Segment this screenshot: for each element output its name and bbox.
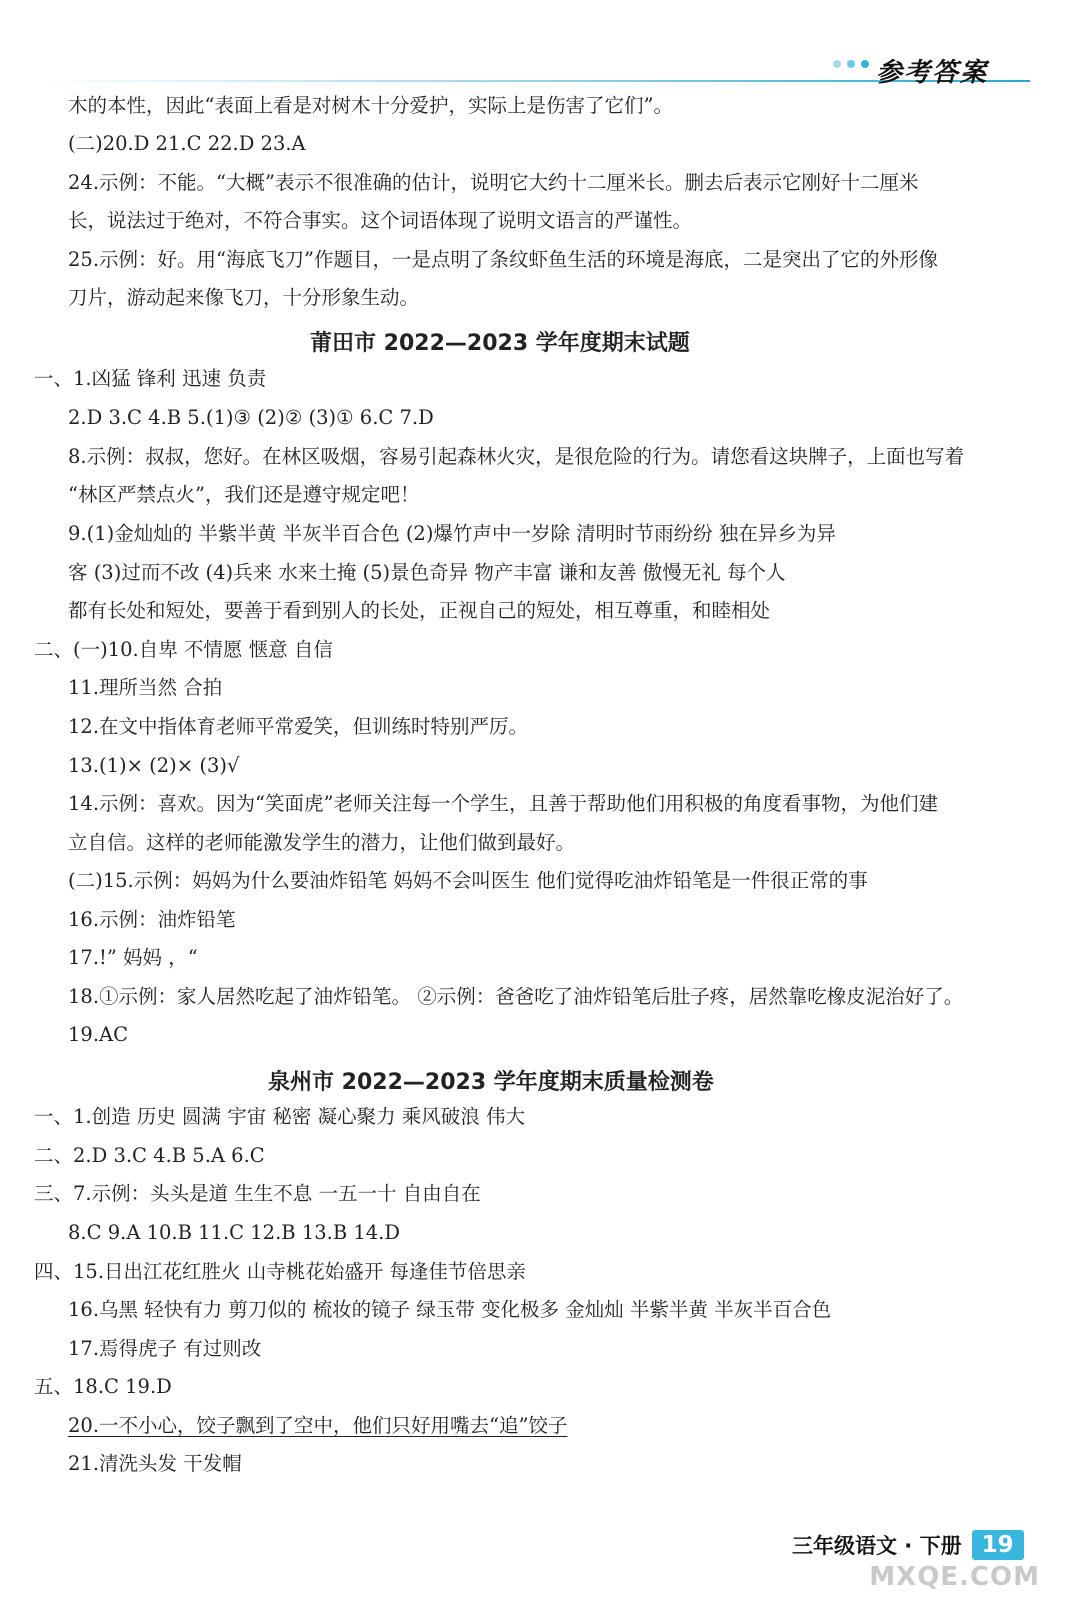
- text-line: 三、7.示例：头头是道 生生不息 一五一十 自由自在: [34, 1182, 481, 1205]
- text-line: 24.示例：不能。“大概”表示不很准确的估计，说明它大约十二厘米长。删去后表示它刚好十二厘米: [68, 171, 919, 194]
- page-header-title: 参考答案: [876, 58, 989, 88]
- text-line: 19.AC: [68, 1023, 129, 1046]
- text-line: 12.在文中指体育老师平常爱笑，但训练时特别严厉。: [68, 715, 529, 738]
- text-line: 二、2.D 3.C 4.B 5.A 6.C: [34, 1144, 265, 1167]
- page-number: 19: [972, 1530, 1024, 1560]
- text-line: 18.①示例：家人居然吃起了油炸铅笔。 ②示例：爸爸吃了油炸铅笔后肚子疼，居然靠吃橡皮泥治好了。: [68, 985, 964, 1008]
- text-line: 25.示例：好。用“海底飞刀”作题目，一是点明了条纹虾鱼生活的环境是海底，二是突出了它的外形像: [68, 248, 938, 271]
- text-line: 五、18.C 19.D: [34, 1375, 172, 1398]
- text-line: 四、15.日出江花红胜火 山寺桃花始盛开 每逢佳节倍思亲: [34, 1260, 526, 1283]
- text-line-underlined: 20.一不小心，饺子飘到了空中，他们只好用嘴去“追”饺子: [68, 1414, 568, 1437]
- text-line: 8.C 9.A 10.B 11.C 12.B 13.B 14.D: [68, 1221, 401, 1244]
- text-line: 17.焉得虎子 有过则改: [68, 1337, 262, 1360]
- text-line: (二)15.示例：妈妈为什么要油炸铅笔 妈妈不会叫医生 他们觉得吃油炸铅笔是一件很正常的事: [68, 869, 868, 892]
- text-line: 8.示例：叔叔，您好。在林区吸烟，容易引起森林火灾，是很危险的行为。请您看这块牌子，上面也写着: [68, 445, 965, 468]
- text-line: 刀片，游动起来像飞刀，十分形象生动。: [68, 286, 420, 309]
- text-line: 16.乌黑 轻快有力 剪刀似的 梳妆的镜子 绿玉带 变化极多 金灿灿 半紫半黄 半灰半百合色: [68, 1298, 832, 1321]
- section-title: 泉州市 2022—2023 学年度期末质量检测卷: [268, 1070, 714, 1095]
- text-line: 长，说法过于绝对，不符合事实。这个词语体现了说明文语言的严谨性。: [68, 209, 693, 232]
- text-line: 17.!” 妈妈 ，“: [68, 946, 198, 969]
- text-line: 一、1.创造 历史 圆满 宇宙 秘密 凝心聚力 乘风破浪 伟大: [34, 1105, 525, 1128]
- book-label: 三年级语文 · 下册: [792, 1534, 962, 1558]
- watermark: MXQE.COM: [869, 1562, 1040, 1592]
- text-line: 立自信。这样的老师能激发学生的潜力，让他们做到最好。: [68, 831, 576, 854]
- text-line: 16.示例：油炸铅笔: [68, 908, 236, 931]
- text-line: 木的本性，因此“表面上看是对树木十分爱护，实际上是伤害了它们”。: [68, 94, 673, 117]
- page-footer: [792, 1530, 1024, 1560]
- text-line: 9.(1)金灿灿的 半紫半黄 半灰半百合色 (2)爆竹声中一岁除 清明时节雨纷纷 独在异乡为异: [68, 522, 836, 545]
- text-line: 一、1.凶猛 锋利 迅速 负责: [34, 367, 267, 390]
- text-line: 2.D 3.C 4.B 5.(1)③ (2)② (3)① 6.C 7.D: [68, 406, 434, 429]
- text-line: 11.理所当然 合拍: [68, 676, 223, 699]
- text-line: “林区严禁点火”，我们还是遵守规定吧！: [68, 483, 420, 506]
- text-line: 21.清洗头发 干发帽: [68, 1452, 242, 1475]
- text-line: 13.(1)× (2)× (3)√: [68, 754, 240, 777]
- header-dots-icon: [833, 60, 869, 68]
- text-line: (二)20.D 21.C 22.D 23.A: [68, 132, 306, 155]
- text-line: 14.示例：喜欢。因为“笑面虎”老师关注每一个学生，且善于帮助他们用积极的角度看事物，为他们建: [68, 792, 938, 815]
- text-line: 都有长处和短处，要善于看到别人的长处，正视自己的短处，相互尊重，和睦相处: [68, 599, 771, 622]
- section-title: 莆田市 2022—2023 学年度期末试题: [310, 331, 690, 356]
- text-line: 客 (3)过而不改 (4)兵来 水来土掩 (5)景色奇异 物产丰富 谦和友善 傲慢无礼 每个人: [68, 561, 786, 584]
- text-line: 二、(一)10.自卑 不情愿 惬意 自信: [34, 638, 333, 661]
